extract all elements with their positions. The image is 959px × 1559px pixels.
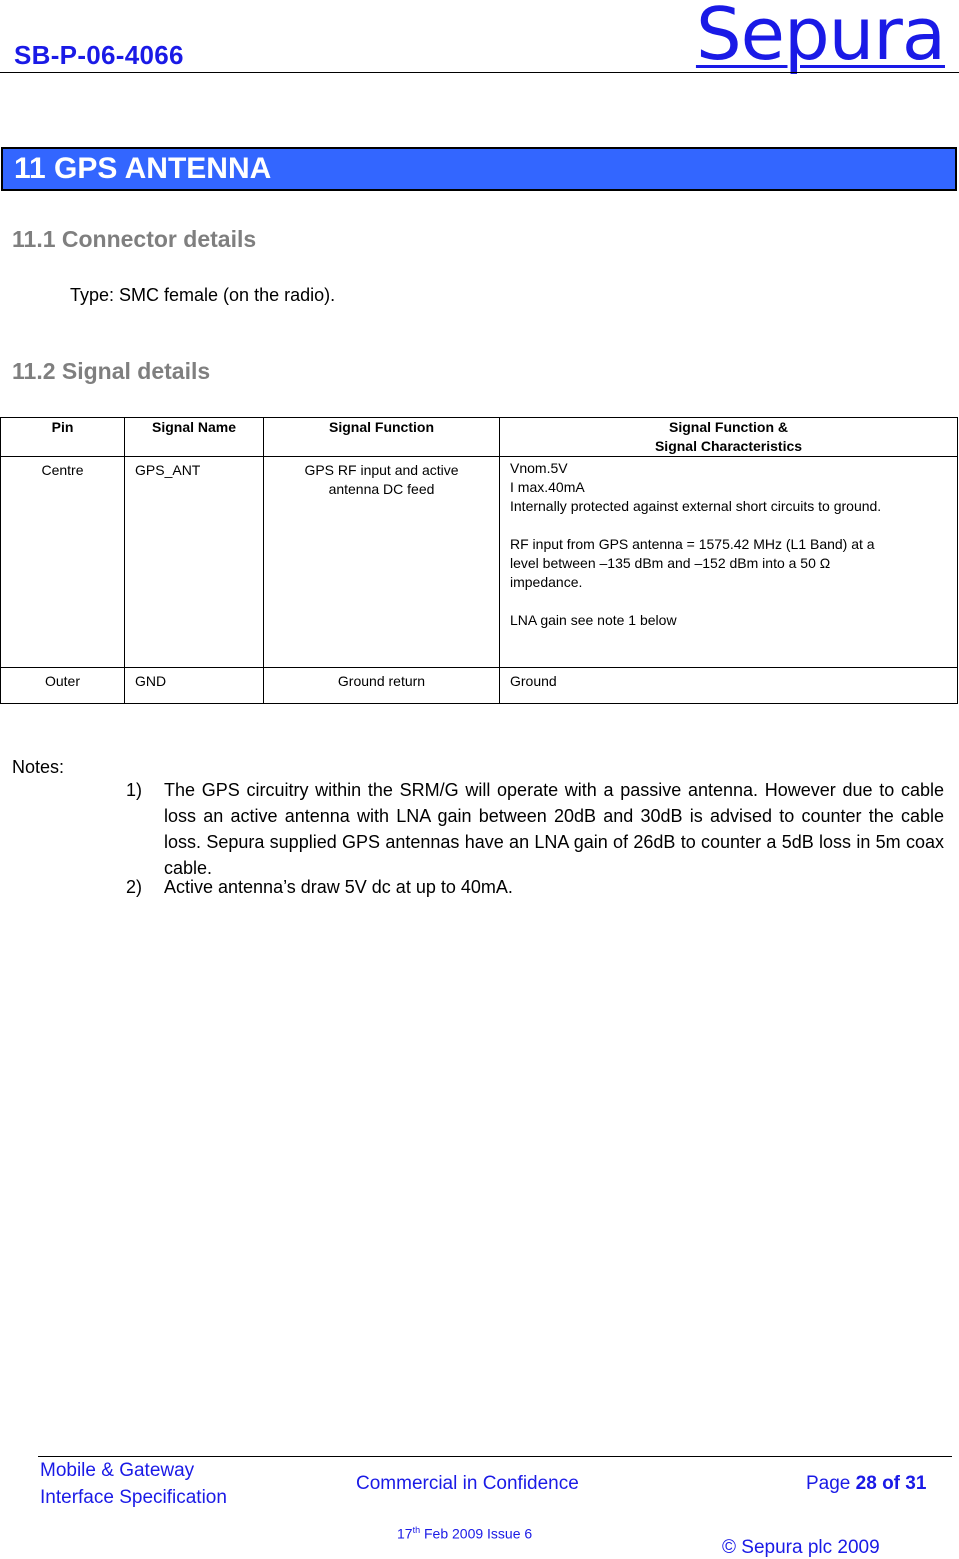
note-number: 2) xyxy=(126,877,143,897)
cell-line: I max.40mA xyxy=(510,479,585,495)
col-header-signal-function: Signal Function xyxy=(264,418,500,457)
footer-confidentiality: Commercial in Confidence xyxy=(356,1473,579,1494)
col-header-characteristics xyxy=(500,418,958,457)
cell-line: impedance. xyxy=(510,574,583,590)
section-title: 11 GPS ANTENNA xyxy=(14,152,272,185)
note-text: The GPS circuitry within the SRM/G will operate with a passive antenna. However due to cable loss an active antenna with LNA gain between 20dB and 30dB is advised to counter the cable loss. Sepura supplied GPS antennas have an LNA gain of 26dB to counter a 5dB loss in 5m coax cable. xyxy=(164,780,944,878)
cell-line: LNA gain see note 1 below xyxy=(510,612,677,628)
cell-characteristics: Ground xyxy=(500,668,958,704)
footer-copyright: © Sepura plc 2009 xyxy=(722,1537,880,1558)
connector-details-heading: 11.1 Connector details xyxy=(12,226,257,252)
note-number: 1) xyxy=(126,780,143,800)
cell-signal-function: Ground return xyxy=(264,668,500,704)
footer-document-title: Mobile & Gateway xyxy=(40,1460,195,1481)
table-row xyxy=(1,457,958,668)
spacer xyxy=(510,592,947,611)
cell-pin: Outer xyxy=(1,668,125,704)
date-day: 17 xyxy=(397,1525,413,1542)
footer-document-title: Interface Specification xyxy=(40,1487,227,1508)
cell-line: GPS RF input and active xyxy=(304,462,459,478)
cell-signal-name: GND xyxy=(125,668,264,704)
connector-type-text: Type: SMC female (on the radio). xyxy=(70,285,336,305)
signal-table xyxy=(0,417,958,704)
page-prefix: Page xyxy=(806,1473,856,1494)
document-id: SB-P-06-4066 xyxy=(14,40,184,70)
cell-pin: Centre xyxy=(1,457,125,668)
cell-signal-name: GPS_ANT xyxy=(125,457,264,668)
cell-line: antenna DC feed xyxy=(328,481,435,497)
header-divider xyxy=(0,72,959,73)
cell-signal-function xyxy=(264,457,500,668)
page-value: 28 of 31 xyxy=(855,1473,927,1494)
date-suffix: th xyxy=(412,1525,421,1535)
cell-characteristics xyxy=(500,457,958,668)
table-header-row xyxy=(1,418,958,457)
spacer xyxy=(510,516,947,535)
header-line: Signal Characteristics xyxy=(654,438,803,454)
cell-line: Internally protected against external short circuits to ground. xyxy=(510,498,882,514)
cell-line: level between –135 dBm and –152 dBm into a 50 Ω xyxy=(510,555,831,571)
table-row xyxy=(1,668,958,704)
signal-details-heading: 11.2 Signal details xyxy=(12,358,211,384)
footer-divider xyxy=(38,1456,952,1457)
header-line: Signal Function & xyxy=(669,419,788,435)
footer-page-number xyxy=(806,1473,926,1495)
date-rest: Feb 2009 Issue 6 xyxy=(420,1525,533,1542)
footer-issue-date xyxy=(397,1525,532,1542)
cell-line: RF input from GPS antenna = 1575.42 MHz (L1 Band) at a xyxy=(510,536,875,552)
note-text: Active antenna’s draw 5V dc at up to 40mA. xyxy=(164,877,513,897)
cell-line: Vnom.5V xyxy=(510,460,568,476)
col-header-pin: Pin xyxy=(1,418,125,457)
col-header-signal-name: Signal Name xyxy=(125,418,264,457)
sepura-logo: Sepura xyxy=(695,0,945,76)
notes-label: Notes: xyxy=(12,757,65,777)
